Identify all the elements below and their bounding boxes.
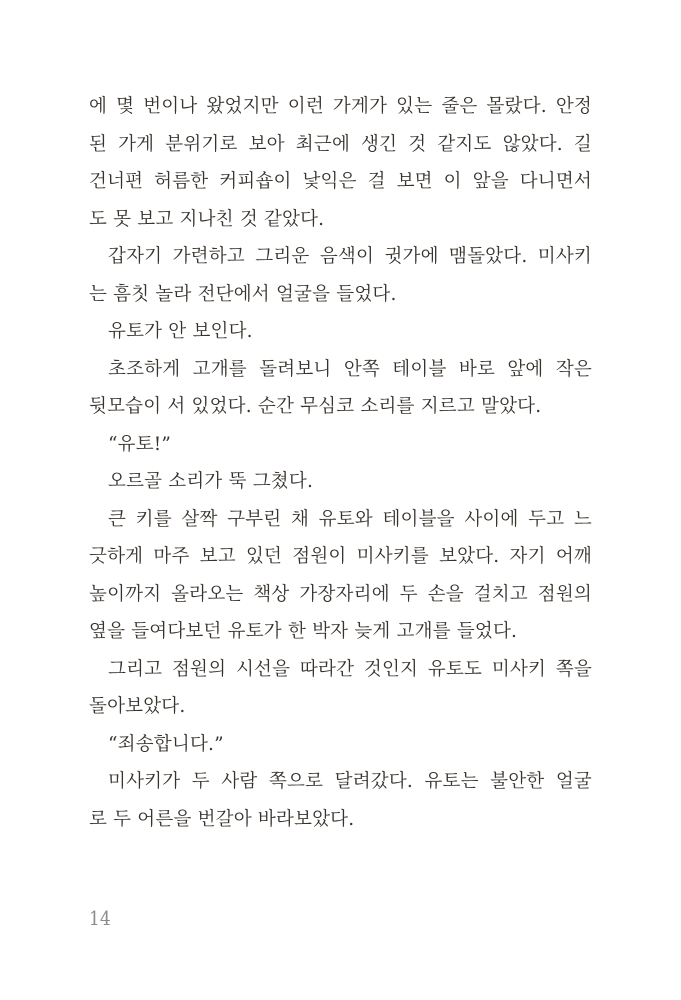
- text-line: 옆을 들여다보던 유토가 한 박자 늦게 고개를 들었다.: [89, 621, 518, 642]
- text-line: 초조하게 고개를 돌려보니 안쪽 테이블 바로 앞에 작은: [108, 358, 592, 380]
- text-line: 된 가게 분위기로 보아 최근에 생긴 것 같지도 않았다. 길: [89, 133, 592, 155]
- text-line: 도 못 보고 지나친 것 같았다.: [89, 208, 325, 230]
- text-line: 큰 키를 살짝 구부린 채 유토와 테이블을 사이에 두고 느: [108, 508, 592, 530]
- page-number: 14: [89, 906, 111, 930]
- text-line: 유토가 안 보인다.: [108, 321, 253, 342]
- text-line: “유토!”: [108, 433, 172, 455]
- text-line: 높이까지 올라오는 책상 가장자리에 두 손을 걸치고 점원의: [89, 583, 592, 605]
- text-line: 로 두 어른을 번갈아 바라보았다.: [89, 808, 355, 830]
- text-line: 건너편 허름한 커피숍이 낯익은 걸 보면 이 앞을 다니면서: [89, 171, 592, 192]
- text-line: “죄송합니다.”: [108, 733, 224, 755]
- text-line: 는 흠칫 놀라 전단에서 얼굴을 들었다.: [89, 283, 397, 305]
- page-text: [89, 88, 592, 838]
- text-line: 오르골 소리가 뚝 그쳤다.: [108, 471, 314, 492]
- text-line: 미사키가 두 사람 쪽으로 달려갔다. 유토는 불안한 얼굴: [108, 771, 592, 792]
- text-line: 돌아보았다.: [89, 696, 186, 717]
- text-line: 에 몇 번이나 왔었지만 이런 가게가 있는 줄은 몰랐다. 안정: [89, 96, 592, 117]
- text-line: 긋하게 마주 보고 있던 점원이 미사키를 보았다. 자기 어깨: [89, 546, 592, 567]
- text-line: 그리고 점원의 시선을 따라간 것인지 유토도 미사키 쪽을: [108, 658, 592, 680]
- text-line: 뒷모습이 서 있었다. 순간 무심코 소리를 지르고 말았다.: [89, 396, 542, 417]
- text-line: 갑자기 가련하고 그리운 음색이 귓가에 맴돌았다. 미사키: [108, 246, 592, 267]
